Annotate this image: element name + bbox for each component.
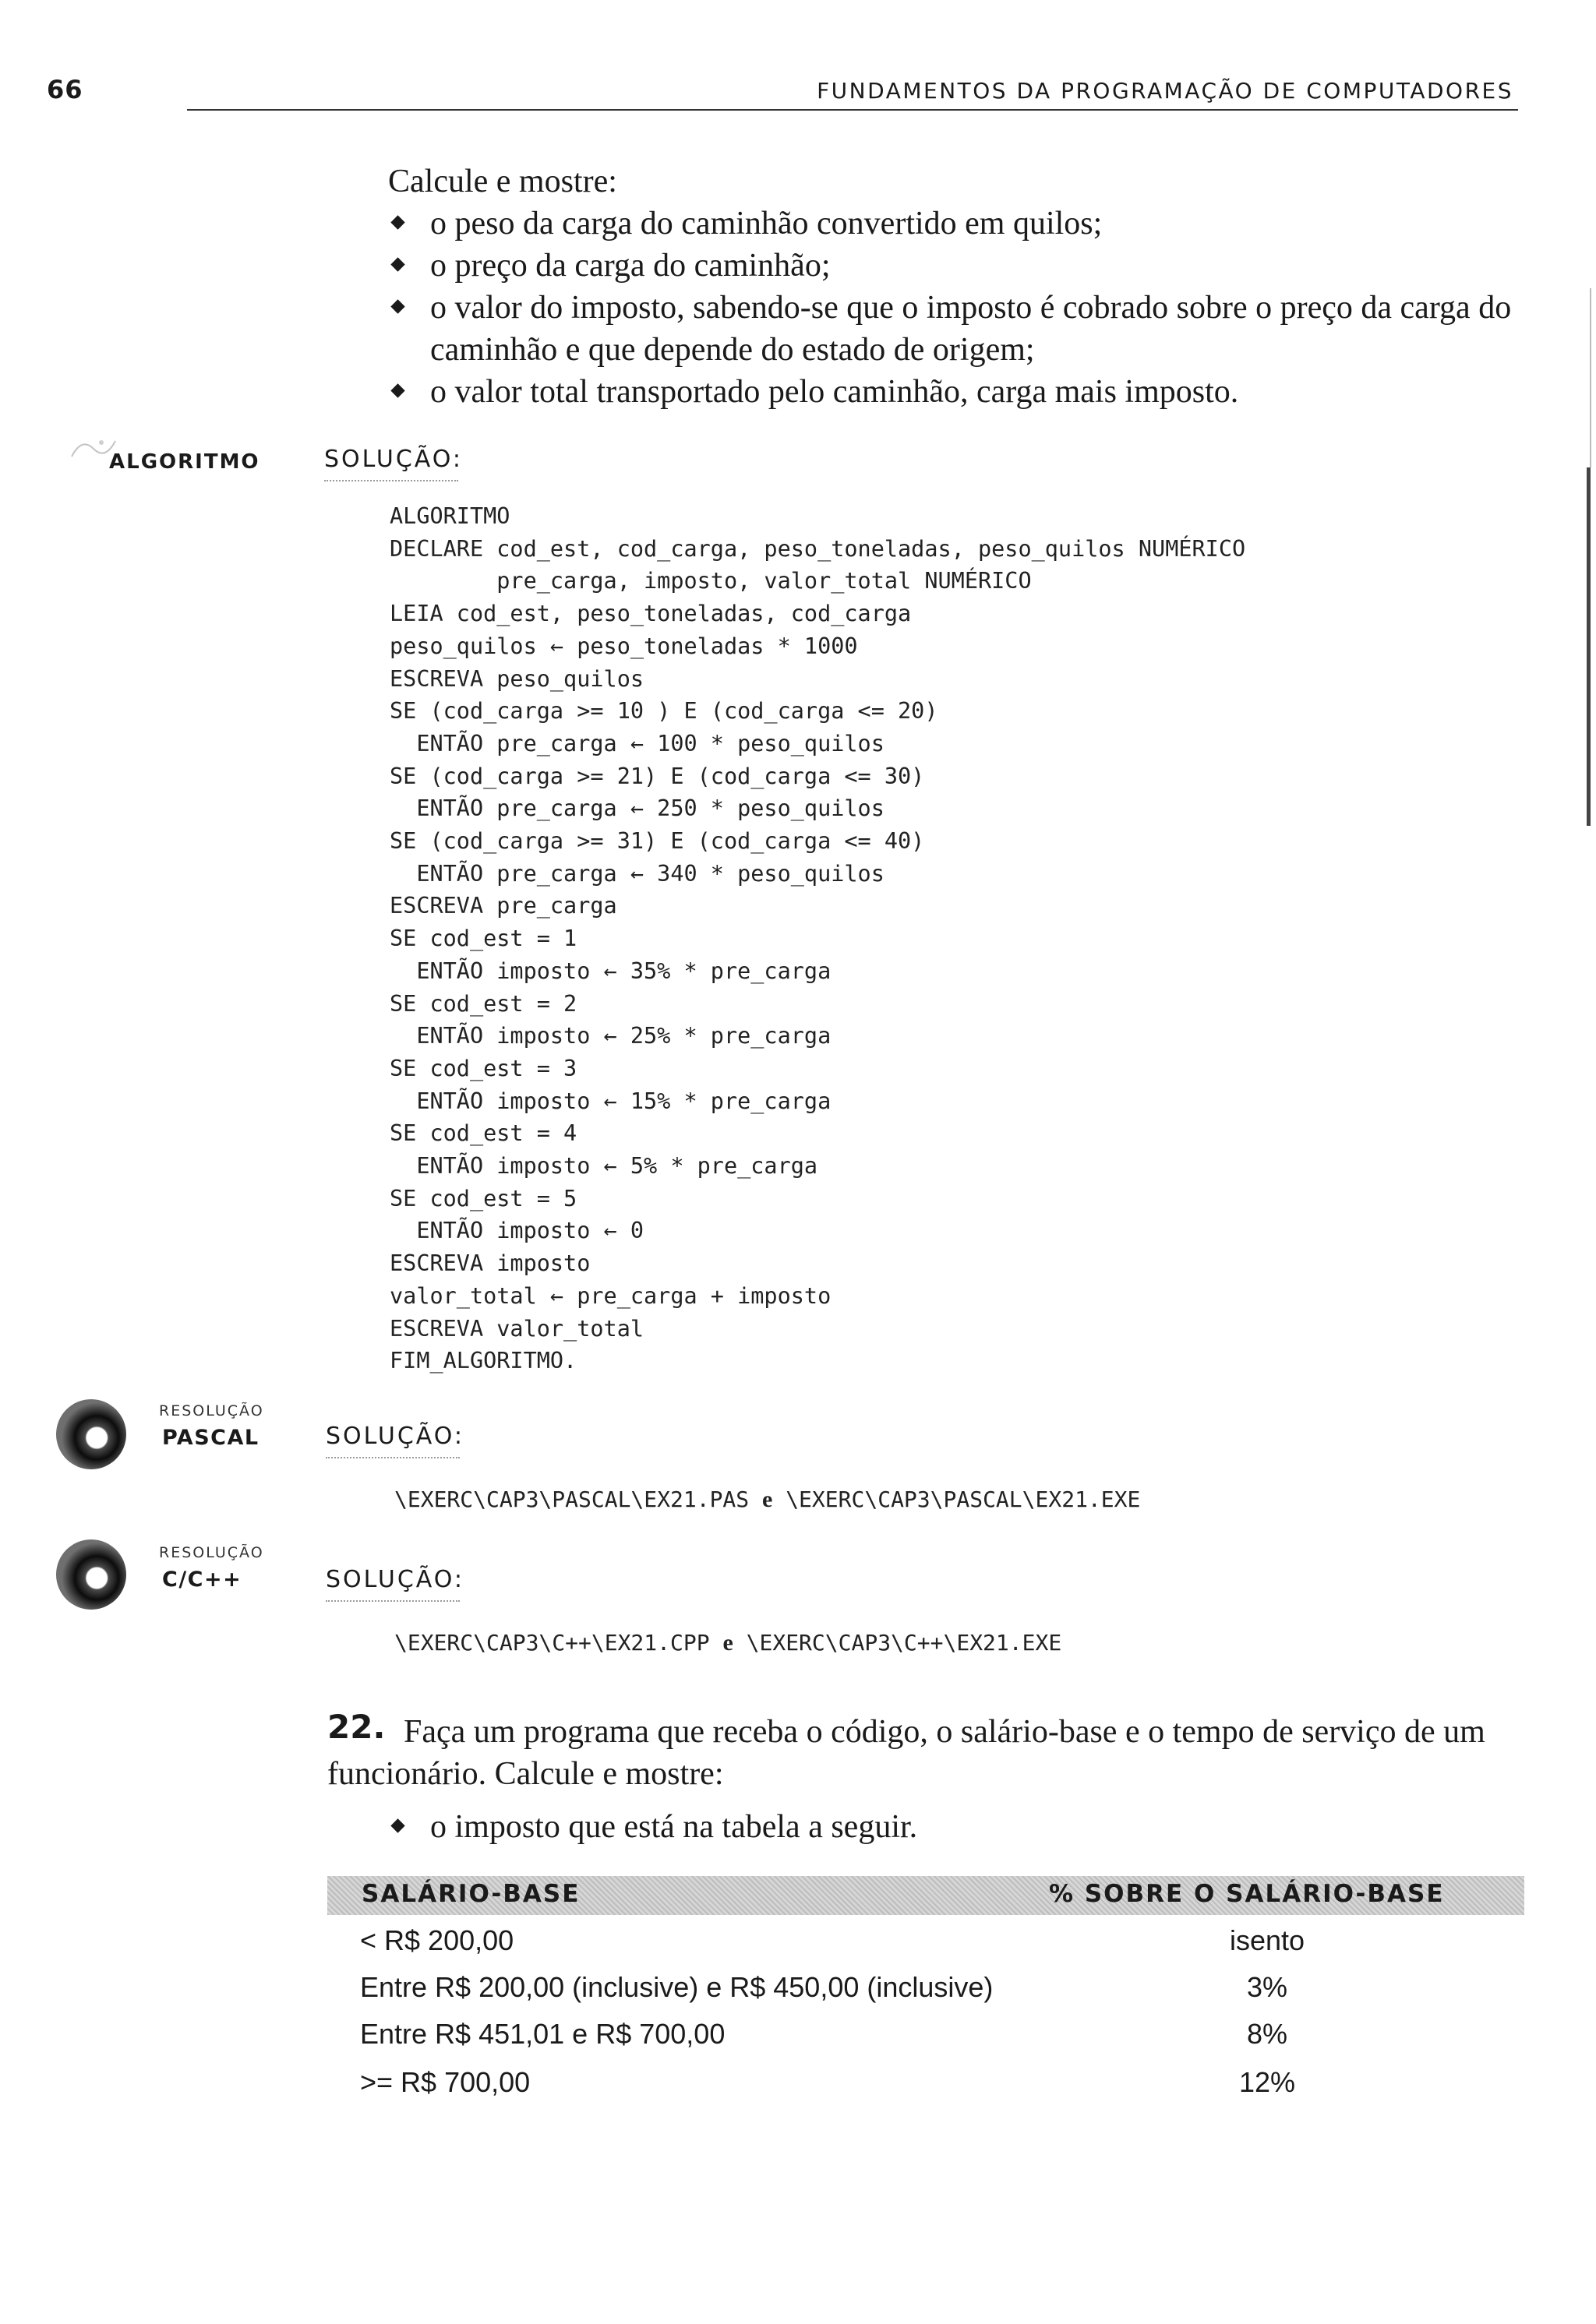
code-line: ALGORITMO xyxy=(390,503,510,529)
solution-underline xyxy=(326,1600,460,1602)
table-cell-rate: isento xyxy=(1229,1924,1305,1956)
table-cell-range: Entre R$ 200,00 (inclusive) e R$ 450,00 (inclusive) xyxy=(360,1971,994,2003)
code-line: SE cod_est = 1 xyxy=(390,926,577,952)
cpp-file-paths: \EXERC\CAP3\C++\EX21.CPP e \EXERC\CAP3\C++\EX21.EXE xyxy=(394,1630,1062,1656)
table-cell-range: Entre R$ 451,01 e R$ 700,00 xyxy=(360,2018,726,2050)
code-line: FIM_ALGORITMO. xyxy=(390,1348,577,1374)
code-line: ESCREVA imposto xyxy=(390,1250,591,1277)
code-line: SE cod_est = 2 xyxy=(390,990,577,1017)
code-line: valor_total ← pre_carga + imposto xyxy=(390,1282,832,1309)
algoritmo-label: ALGORITMO xyxy=(109,450,260,474)
header-rule xyxy=(187,109,1518,111)
algorithm-code-block xyxy=(390,500,1245,1377)
cd-disc-icon xyxy=(56,1539,126,1610)
pascal-label: PASCAL xyxy=(162,1426,260,1450)
code-line: ENTÃO imposto ← 15% * pre_carga xyxy=(416,1088,832,1114)
cpp-solution-heading: SOLUÇÃO: xyxy=(326,1566,464,1593)
code-line: peso_quilos ← peso_toneladas * 1000 xyxy=(390,633,858,659)
list-item: o peso da carga do caminhão convertido em quilos; xyxy=(388,203,1534,245)
code-line: SE cod_est = 5 xyxy=(390,1185,577,1211)
diamond-bullet-icon xyxy=(390,215,404,229)
solution-underline xyxy=(326,1457,460,1458)
scan-edge-line xyxy=(1590,288,1591,467)
diamond-bullet-icon xyxy=(390,383,404,397)
pascal-solution-heading: SOLUÇÃO: xyxy=(326,1423,464,1450)
resolution-small-label: RESOLUÇÃO xyxy=(159,1544,264,1561)
table-cell-rate: 12% xyxy=(1238,2066,1296,2098)
code-line: DECLARE cod_est, cod_carga, peso_toneladas, peso_quilos NUMÉRICO xyxy=(390,535,1246,562)
diamond-bullet-icon xyxy=(390,299,404,313)
code-line: ENTÃO pre_carga ← 100 * peso_quilos xyxy=(416,730,885,756)
code-line: ENTÃO imposto ← 0 xyxy=(416,1218,644,1244)
code-line: SE (cod_carga >= 10 ) E (cod_carga <= 20) xyxy=(390,698,938,725)
cpp-label: C/C++ xyxy=(162,1568,242,1592)
code-line: ENTÃO imposto ← 25% * pre_carga xyxy=(416,1023,832,1049)
list-item: o valor do imposto, sabendo-se que o imposto é cobrado sobre o preço da carga do caminhão e que depende do estado de origem; xyxy=(388,287,1534,371)
code-line: SE (cod_carga >= 21) E (cod_carga <= 30) xyxy=(390,763,925,789)
code-line: ENTÃO imposto ← 5% * pre_carga xyxy=(416,1153,818,1180)
running-title: FUNDAMENTOS DA PROGRAMAÇÃO DE COMPUTADORES xyxy=(817,78,1513,104)
code-line: ESCREVA valor_total xyxy=(390,1315,644,1342)
intro-lead: Calcule e mostre: xyxy=(388,164,617,199)
code-line: ESCREVA peso_quilos xyxy=(390,665,644,692)
code-line: LEIA cod_est, peso_toneladas, cod_carga xyxy=(390,601,912,627)
exercise-text: Faça um programa que receba o código, o salário-base e o tempo de serviço de um funcionário. Calcule e mostre: xyxy=(327,1714,1485,1792)
code-line: ENTÃO imposto ← 35% * pre_carga xyxy=(416,957,832,984)
list-item: o valor total transportado pelo caminhão, carga mais imposto. xyxy=(388,371,1534,413)
page-number: 66 xyxy=(47,75,83,104)
algoritmo-solution-heading: SOLUÇÃO: xyxy=(324,446,463,473)
table-header-salario: SALÁRIO-BASE xyxy=(362,1880,581,1908)
table-cell-rate: 8% xyxy=(1246,2018,1288,2050)
scan-edge-bar xyxy=(1587,467,1591,826)
code-line: ENTÃO pre_carga ← 340 * peso_quilos xyxy=(416,860,885,887)
cd-disc-icon xyxy=(56,1399,126,1469)
solution-underline xyxy=(324,480,458,481)
exercise-bullet-list xyxy=(388,1806,1526,1848)
table-cell-range: >= R$ 700,00 xyxy=(360,2066,531,2098)
diamond-bullet-icon xyxy=(390,257,404,271)
code-line: ESCREVA pre_carga xyxy=(390,893,617,919)
code-line: ENTÃO pre_carga ← 250 * peso_quilos xyxy=(416,795,885,822)
table-cell-range: < R$ 200,00 xyxy=(360,1924,514,1956)
code-line: pre_carga, imposto, valor_total NUMÉRICO xyxy=(496,568,1032,594)
resolution-small-label: RESOLUÇÃO xyxy=(159,1402,264,1419)
table-header-percent: % SOBRE O SALÁRIO-BASE xyxy=(1049,1880,1445,1908)
code-line: SE cod_est = 3 xyxy=(390,1055,577,1081)
list-item: o imposto que está na tabela a seguir. xyxy=(388,1806,1526,1848)
exercise-number: 22. xyxy=(327,1708,386,1746)
pascal-file-paths: \EXERC\CAP3\PASCAL\EX21.PAS e \EXERC\CAP3\PASCAL\EX21.EXE xyxy=(394,1486,1141,1512)
intro-bullet-list xyxy=(388,203,1534,413)
diamond-bullet-icon xyxy=(390,1818,404,1832)
table-cell-rate: 3% xyxy=(1246,1971,1288,2003)
code-line: SE (cod_carga >= 31) E (cod_carga <= 40) xyxy=(390,828,925,855)
code-line: SE cod_est = 4 xyxy=(390,1120,577,1147)
list-item: o preço da carga do caminhão; xyxy=(388,245,1534,287)
